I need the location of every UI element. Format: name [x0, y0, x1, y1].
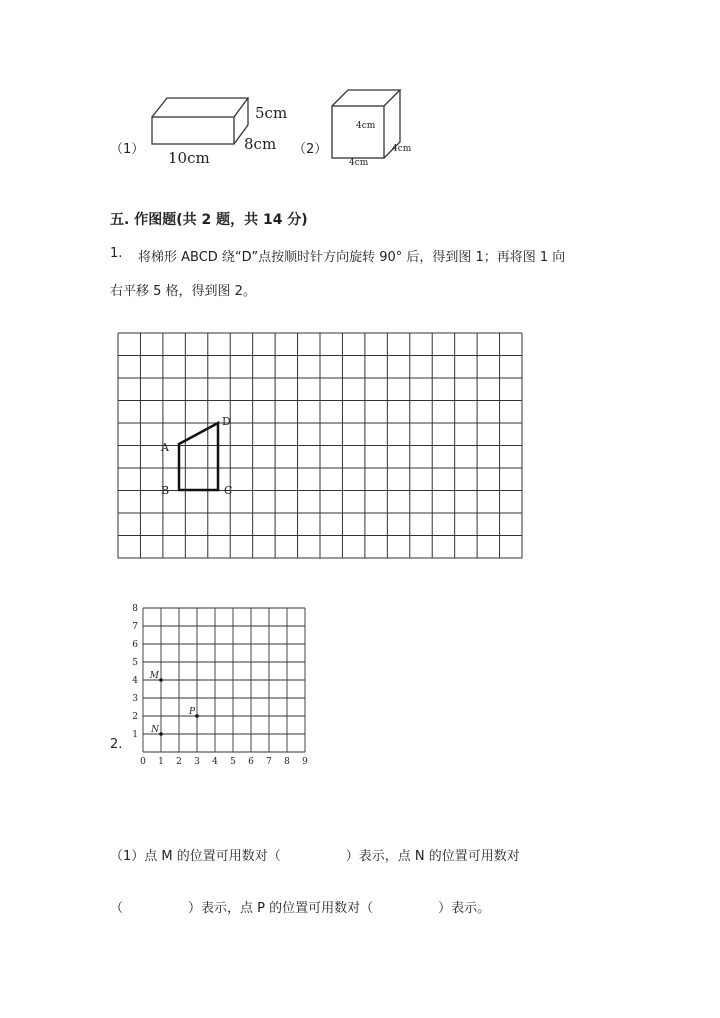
figure-1-label: （1）: [110, 142, 145, 157]
point-p-label: P: [188, 707, 195, 717]
y-tick-label: 5: [132, 658, 138, 668]
q1-number: 1.: [110, 246, 123, 261]
cube-side-label: 4cm: [392, 144, 412, 154]
x-tick-label: 3: [194, 757, 200, 767]
x-tick-label: 8: [284, 757, 290, 767]
x-tick-label: 4: [212, 757, 218, 767]
point-c-label: C: [224, 484, 233, 497]
y-tick-label: 7: [132, 622, 138, 632]
point-a-label: A: [161, 441, 169, 454]
y-tick-label: 8: [132, 604, 138, 614]
q1-text-line1: 将梯形 ABCD 绕“D”点按顺时针方向旋转 90° 后，得到图 1；再将图 1 向: [138, 250, 566, 265]
point-m-label: M: [149, 671, 159, 681]
cuboid-length-label: 10cm: [168, 149, 210, 167]
y-tick-label: 3: [132, 694, 138, 704]
x-tick-label: 5: [230, 757, 236, 767]
q2-question-line1: （1）点 M 的位置可用数对（ ）表示，点 N 的位置可用数对: [110, 849, 520, 864]
x-tick-label: 1: [158, 757, 164, 767]
x-tick-label: 0: [140, 757, 146, 767]
point-d-label: D: [222, 415, 231, 428]
y-tick-label: 6: [132, 640, 138, 650]
y-tick-label: 2: [132, 712, 138, 722]
point-n-label: N: [151, 725, 159, 735]
x-tick-label: 2: [176, 757, 182, 767]
cuboid-width-label: 8cm: [244, 135, 277, 153]
cube-face-label: 4cm: [356, 121, 376, 131]
x-tick-label: 6: [248, 757, 254, 767]
cuboid-height-label: 5cm: [255, 104, 288, 122]
point-m-marker: [159, 678, 163, 682]
section-heading: 五. 作图题(共 2 题，共 14 分): [110, 212, 308, 228]
q2-number: 2.: [110, 737, 123, 752]
y-tick-label: 1: [132, 730, 138, 740]
point-b-label: B: [161, 484, 170, 497]
y-tick-label: 4: [132, 676, 138, 686]
x-tick-label: 7: [266, 757, 272, 767]
x-tick-label: 9: [302, 757, 308, 767]
figure-2-label: （2）: [293, 142, 328, 157]
q1-text-line2: 右平移 5 格，得到图 2。: [110, 284, 256, 299]
point-p-marker: [195, 714, 199, 718]
q2-question-line2: （ ）表示，点 P 的位置可用数对（ ）表示。: [110, 901, 491, 916]
point-n-marker: [159, 732, 163, 736]
cube-bottom-label: 4cm: [349, 158, 369, 168]
